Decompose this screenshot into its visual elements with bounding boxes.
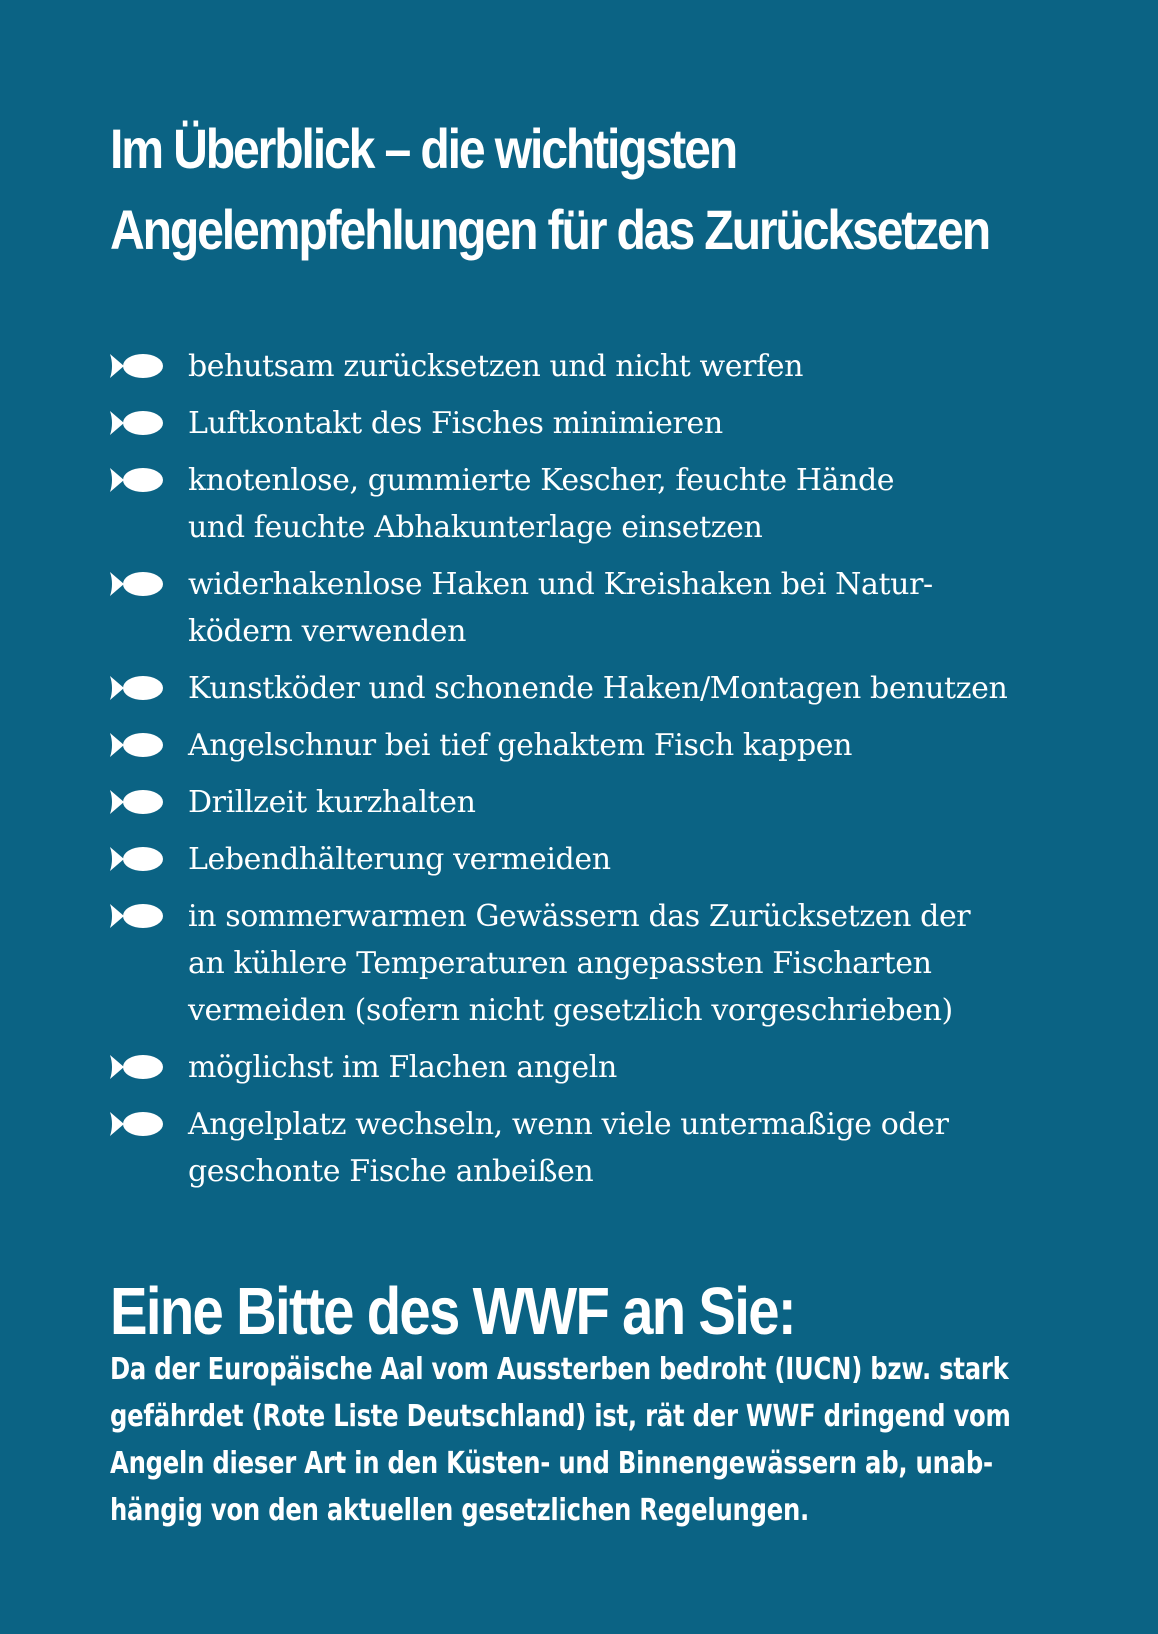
tip-text-line: Angelplatz wechseln, wenn viele untermaßige oder xyxy=(188,1107,949,1142)
tip-text xyxy=(188,457,1120,551)
list-item xyxy=(110,400,1120,447)
tip-text-line: knotenlose, gummierte Kescher, feuchte Hände xyxy=(188,463,895,498)
fish-icon xyxy=(110,787,164,817)
appeal-title: Eine Bitte des WWF an Sie: xyxy=(110,1274,795,1349)
list-item xyxy=(110,343,1120,390)
appeal-text xyxy=(110,1346,1082,1534)
appeal-text-line: gefährdet (Rote Liste Deutschland) ist, rät der WWF dringend vom xyxy=(110,1399,1011,1434)
list-item xyxy=(110,457,1120,551)
tip-text-line: geschonte Fische anbeißen xyxy=(188,1154,594,1189)
fish-icon xyxy=(110,465,164,495)
fish-icon xyxy=(110,730,164,760)
fish-icon xyxy=(110,408,164,438)
list-item xyxy=(110,779,1120,826)
page-title-line: Angelempfehlungen für das Zurücksetzen xyxy=(110,198,989,261)
tip-text xyxy=(188,779,1120,826)
tip-text xyxy=(188,343,1120,390)
tip-text xyxy=(188,1101,1120,1195)
list-item xyxy=(110,836,1120,883)
list-item xyxy=(110,893,1120,1034)
tip-text xyxy=(188,400,1120,447)
tip-text xyxy=(188,893,1120,1034)
tip-text xyxy=(188,836,1120,883)
appeal-text-line: Angeln dieser Art in den Küsten- und Binnengewässern ab, unab- xyxy=(110,1446,993,1481)
fish-icon xyxy=(110,673,164,703)
page-title xyxy=(110,108,989,270)
fish-icon xyxy=(110,1052,164,1082)
tip-text-line: und feuchte Abhakunterlage einsetzen xyxy=(188,510,763,545)
fish-icon xyxy=(110,569,164,599)
tips-list xyxy=(110,343,1120,1205)
fish-icon xyxy=(110,844,164,874)
tip-text-line: Lebendhälterung vermeiden xyxy=(188,842,611,877)
list-item xyxy=(110,1101,1120,1195)
tip-text-line: vermeiden (sofern nicht gesetzlich vorgeschrieben) xyxy=(188,993,953,1028)
tip-text-line: Luftkontakt des Fisches minimieren xyxy=(188,406,723,441)
tip-text xyxy=(188,561,1120,655)
list-item xyxy=(110,665,1120,712)
tip-text-line: an kühlere Temperaturen angepassten Fischarten xyxy=(188,946,932,981)
tip-text-line: behutsam zurücksetzen und nicht werfen xyxy=(188,349,804,384)
fish-icon xyxy=(110,1109,164,1139)
tip-text-line: Kunstköder und schonende Haken/Montagen benutzen xyxy=(188,671,1008,706)
appeal-text-line: Da der Europäische Aal vom Aussterben bedroht (IUCN) bzw. stark xyxy=(110,1352,1009,1387)
tip-text-line: ködern verwenden xyxy=(188,614,467,649)
list-item xyxy=(110,561,1120,655)
tip-text-line: widerhakenlose Haken und Kreishaken bei Natur- xyxy=(188,567,933,602)
tip-text xyxy=(188,1044,1120,1091)
tip-text-line: möglichst im Flachen angeln xyxy=(188,1050,617,1085)
list-item xyxy=(110,722,1120,769)
page-title-line: Im Überblick – die wichtigsten xyxy=(110,117,736,180)
tip-text-line: Drillzeit kurzhalten xyxy=(188,785,476,820)
appeal-text-line: hängig von den aktuellen gesetzlichen Regelungen. xyxy=(110,1493,810,1528)
fish-icon xyxy=(110,351,164,381)
tip-text xyxy=(188,722,1120,769)
tip-text xyxy=(188,665,1120,712)
fish-icon xyxy=(110,901,164,931)
tip-text-line: in sommerwarmen Gewässern das Zurücksetzen der xyxy=(188,899,971,934)
list-item xyxy=(110,1044,1120,1091)
tip-text-line: Angelschnur bei tief gehaktem Fisch kappen xyxy=(188,728,853,763)
